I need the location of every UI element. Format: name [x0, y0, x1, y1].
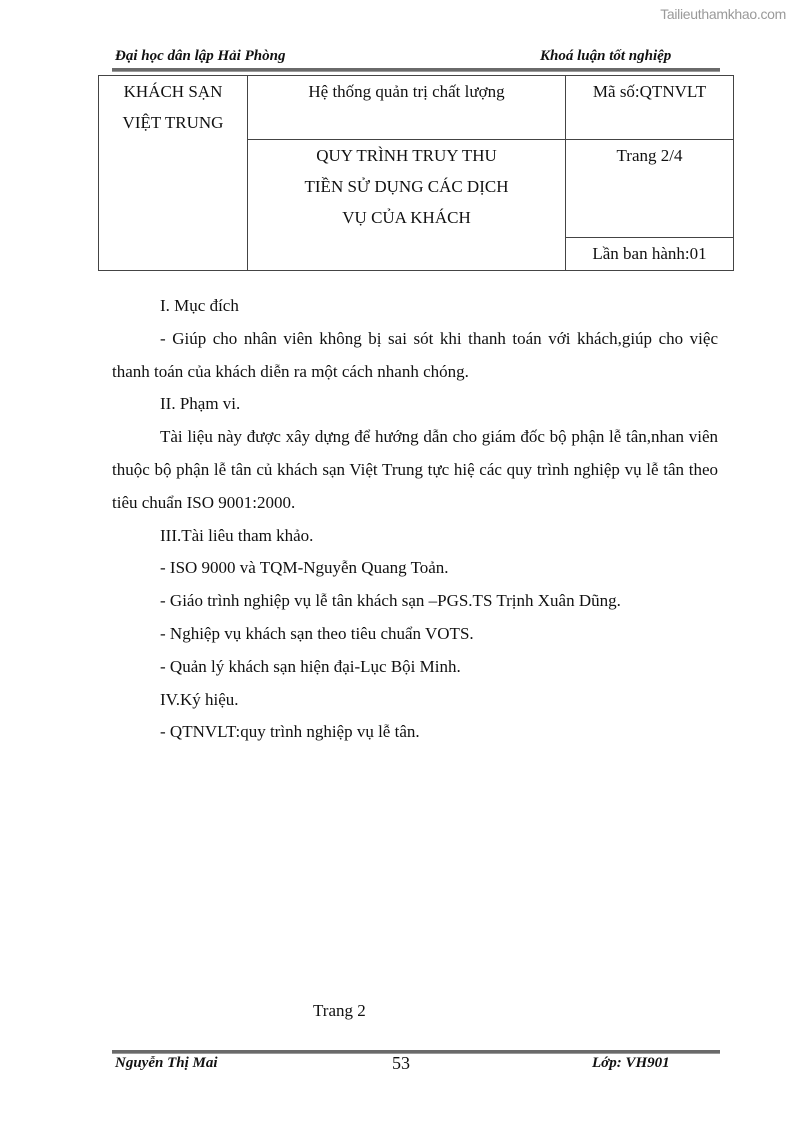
section-1-text: - Giúp cho nhân viên không bị sai sót khi thanh toán với khách,giúp cho việc thanh toán của khách diễn ra một cách nhanh chóng. — [112, 328, 718, 381]
header-rule — [112, 68, 720, 72]
header-thesis: Khoá luận tốt nghiệp — [540, 48, 672, 64]
section-4-title: IV.Ký hiệu. — [160, 689, 239, 709]
section-3-title: III.Tài liêu tham khảo. — [160, 525, 314, 545]
organization-line-2: VIỆT TRUNG — [122, 113, 224, 132]
issue-number: Lần ban hành:01 — [592, 244, 707, 263]
footer-class: Lớp: VH901 — [592, 1055, 670, 1071]
document-body — [112, 290, 718, 749]
watermark: Tailieuthamkhao.com — [660, 6, 786, 22]
page-cell — [566, 140, 734, 238]
footer-rule — [112, 1050, 720, 1054]
section-4-text: - QTNVLT:quy trình nghiệp vụ lễ tân. — [160, 722, 420, 742]
section-2-text: Tài liệu này được xây dựng để hướng dẫn cho giám đốc bộ phận lễ tân,nhan viên thuộc bộ phận lễ tân củ khách sạn Việt Trung tực hiệ các quy trình nghiệp vụ lễ tân theo tiêu chuẩn ISO 9001:2000. — [112, 427, 718, 512]
procedure-line-3: VỤ CỦA KHÁCH — [342, 208, 471, 227]
reference-item: - Nghiệp vụ khách sạn theo tiêu chuẩn VOTS. — [160, 623, 474, 643]
document-control-table — [98, 75, 734, 271]
inner-page-label: Trang 2 — [313, 1001, 366, 1020]
reference-item: - Quản lý khách sạn hiện đại-Lục Bội Minh. — [160, 656, 461, 676]
procedure-cell — [248, 140, 566, 271]
procedure-line-2: TIỀN SỬ DỤNG CÁC DỊCH — [304, 177, 509, 196]
issue-cell — [566, 238, 734, 271]
procedure-line-1: QUY TRÌNH TRUY THU — [316, 146, 497, 165]
page-count: Trang 2/4 — [616, 146, 683, 165]
organization-cell — [99, 76, 248, 271]
system-cell — [248, 76, 566, 140]
footer-author: Nguyễn Thị Mai — [115, 1055, 218, 1071]
organization-line-1: KHÁCH SẠN — [123, 82, 223, 101]
system-name: Hệ thống quản trị chất lượng — [308, 82, 505, 101]
footer-page-number: 53 — [392, 1053, 410, 1073]
header-university: Đại học dân lập Hải Phòng — [115, 48, 286, 64]
reference-item: - Giáo trình nghiệp vụ lễ tân khách sạn –PGS.TS Trịnh Xuân Dũng. — [160, 591, 621, 611]
document-code: Mã số:QTNVLT — [592, 82, 707, 101]
reference-item: - ISO 9000 và TQM-Nguyễn Quang Toản. — [160, 558, 449, 578]
code-cell — [566, 76, 734, 140]
section-2-title: II. Phạm vi. — [160, 394, 241, 414]
section-1-title: I. Mục đích — [160, 296, 239, 315]
